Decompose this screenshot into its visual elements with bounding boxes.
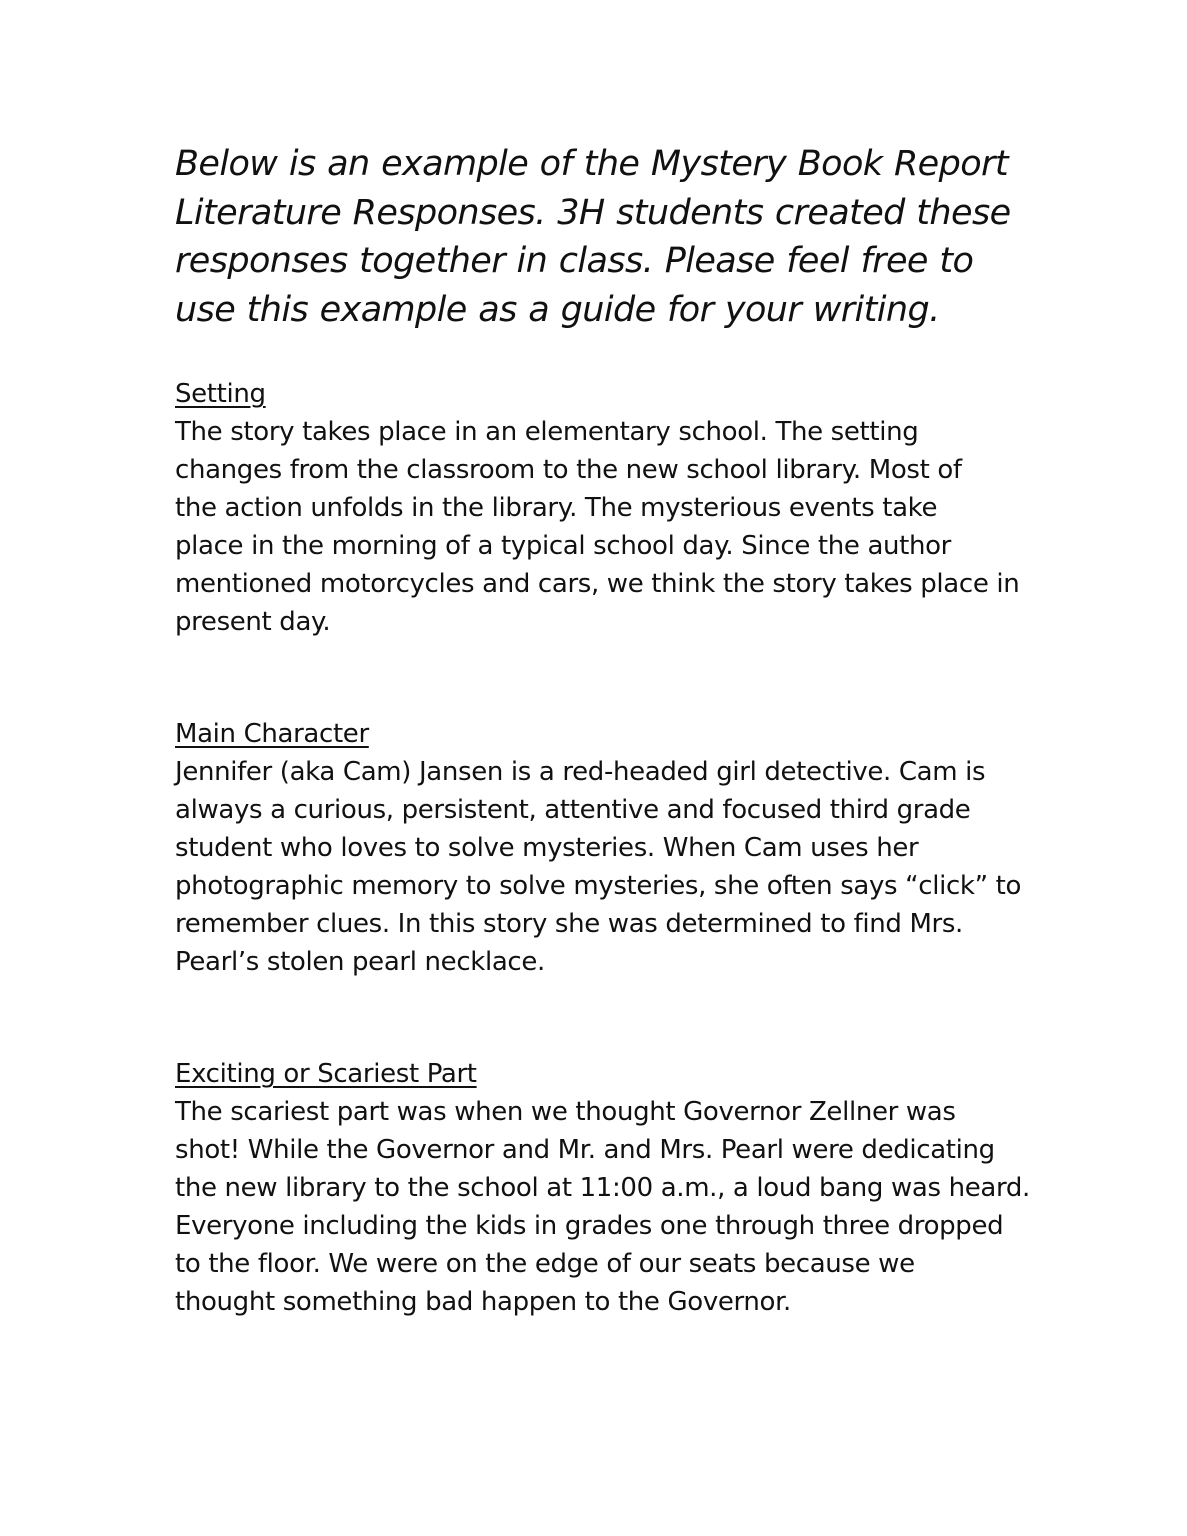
paragraph-line: shot! While the Governor and Mr. and Mrs. Pearl were dedicating [175,1135,995,1165]
scariest-part-heading-text: Exciting or Scariest Part [175,1059,477,1089]
scariest-part-paragraph [175,1093,1035,1321]
setting-heading [175,375,1035,413]
main-character-section [175,715,1035,981]
scariest-part-section [175,1055,1035,1321]
paragraph-line: Pearl’s stolen pearl necklace. [175,947,545,977]
paragraph-line: The story takes place in an elementary school. The setting [175,417,919,447]
paragraph-line: to the floor. We were on the edge of our seats because we [175,1249,915,1279]
paragraph-line: mentioned motorcycles and cars, we think the story takes place in [175,569,1020,599]
paragraph-line: the new library to the school at 11:00 a.m., a loud bang was heard. [175,1173,1030,1203]
paragraph-line: always a curious, persistent, attentive and focused third grade [175,795,971,825]
setting-heading-text: Setting [175,379,266,409]
paragraph-line: student who loves to solve mysteries. When Cam uses her [175,833,919,863]
main-character-heading [175,715,1035,753]
intro-line: Below is an example of the Mystery Book Report [175,144,1008,184]
paragraph-line: remember clues. In this story she was determined to find Mrs. [175,909,963,939]
paragraph-line: present day. [175,607,331,637]
paragraph-line: Jennifer (aka Cam) Jansen is a red-headed girl detective. Cam is [175,757,986,787]
setting-section [175,375,1035,641]
paragraph-line: changes from the classroom to the new school library. Most of [175,455,962,485]
paragraph-line: thought something bad happen to the Governor. [175,1287,791,1317]
intro-line: Literature Responses. 3H students created these [175,192,1011,233]
intro-line: use this example as a guide for your writing. [175,289,940,330]
intro-line: responses together in class. Please feel free to [175,241,974,281]
main-character-heading-text: Main Character [175,719,369,749]
main-character-paragraph [175,753,1035,981]
paragraph-line: photographic memory to solve mysteries, she often says “click” to [175,871,1022,901]
paragraph-line: The scariest part was when we thought Governor Zellner was [175,1097,956,1127]
setting-paragraph [175,413,1035,641]
paragraph-line: place in the morning of a typical school day. Since the author [175,531,952,561]
intro-paragraph [175,140,1035,334]
paragraph-line: the action unfolds in the library. The mysterious events take [175,493,938,523]
paragraph-line: Everyone including the kids in grades one through three dropped [175,1211,1004,1241]
scariest-part-heading [175,1055,1035,1093]
